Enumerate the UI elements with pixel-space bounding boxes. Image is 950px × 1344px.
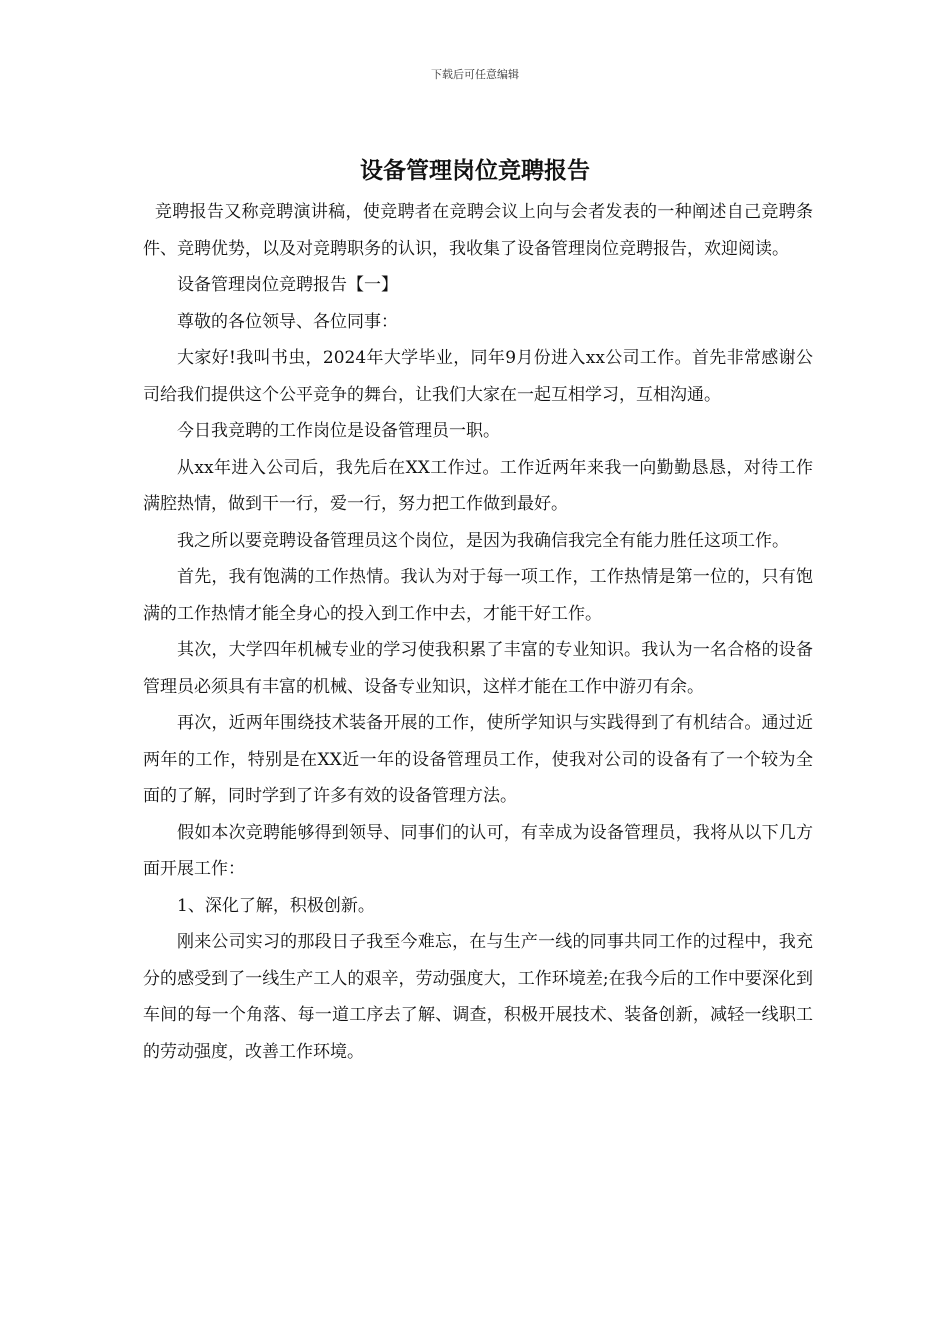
paragraph-intro: 竞聘报告又称竞聘演讲稿，使竞聘者在竞聘会议上向与会者发表的一种阐述自己竞聘条件、竞聘优势，以及对竞聘职务的认识，我收集了设备管理岗位竞聘报告，欢迎阅读。 — [143, 202, 813, 259]
paragraph: 从xx年进入公司后，我先后在XX工作过。工作近两年来我一向勤勤恳恳，对待工作满腔热情，做到干一行，爱一行，努力把工作做到最好。 — [143, 457, 813, 514]
document-body — [143, 194, 813, 1070]
paragraph: 我之所以要竞聘设备管理员这个岗位，是因为我确信我完全有能力胜任这项工作。 — [177, 530, 789, 551]
paragraph: 假如本次竞聘能够得到领导、同事们的认可，有幸成为设备管理员，我将从以下几方面开展工作： — [143, 822, 813, 879]
section-heading: 设备管理岗位竞聘报告【一】 — [177, 275, 398, 295]
header-note: 下载后可任意编辑 — [431, 68, 519, 81]
paragraph: 刚来公司实习的那段日子我至今难忘，在与生产一线的同事共同工作的过程中，我充分的感受到了一线生产工人的艰辛，劳动强度大，工作环境差;在我今后的工作中要深化到车间的每一个角落、每一道工序去了解、调查，积极开展技术、装备创新，减轻一线职工的劳动强度，改善工作环境。 — [143, 932, 813, 1062]
salutation: 尊敬的各位领导、各位同事： — [177, 311, 398, 332]
paragraph: 其次，大学四年机械专业的学习使我积累了丰富的专业知识。我认为一名合格的设备管理员必须具有丰富的机械、设备专业知识，这样才能在工作中游刃有余。 — [143, 640, 813, 697]
paragraph: 今日我竞聘的工作岗位是设备管理员一职。 — [177, 421, 500, 441]
paragraph: 再次，近两年围绕技术装备开展的工作，使所学知识与实践得到了有机结合。通过近两年的工作，特别是在XX近一年的设备管理员工作，使我对公司的设备有了一个较为全面的了解，同时学到了许多有效的设备管理方法。 — [143, 713, 813, 806]
list-item-heading: 1、深化了解，积极创新。 — [177, 895, 375, 916]
paragraph: 首先，我有饱满的工作热情。我认为对于每一项工作，工作热情是第一位的，只有饱满的工作热情才能全身心的投入到工作中去，才能干好工作。 — [143, 567, 813, 624]
document-title: 设备管理岗位竞聘报告 — [360, 157, 590, 184]
paragraph: 大家好!我叫书虫，2024年大学毕业，同年9月份进入xx公司工作。首先非常感谢公司给我们提供这个公平竞争的舞台，让我们大家在一起互相学习，互相沟通。 — [143, 348, 813, 405]
